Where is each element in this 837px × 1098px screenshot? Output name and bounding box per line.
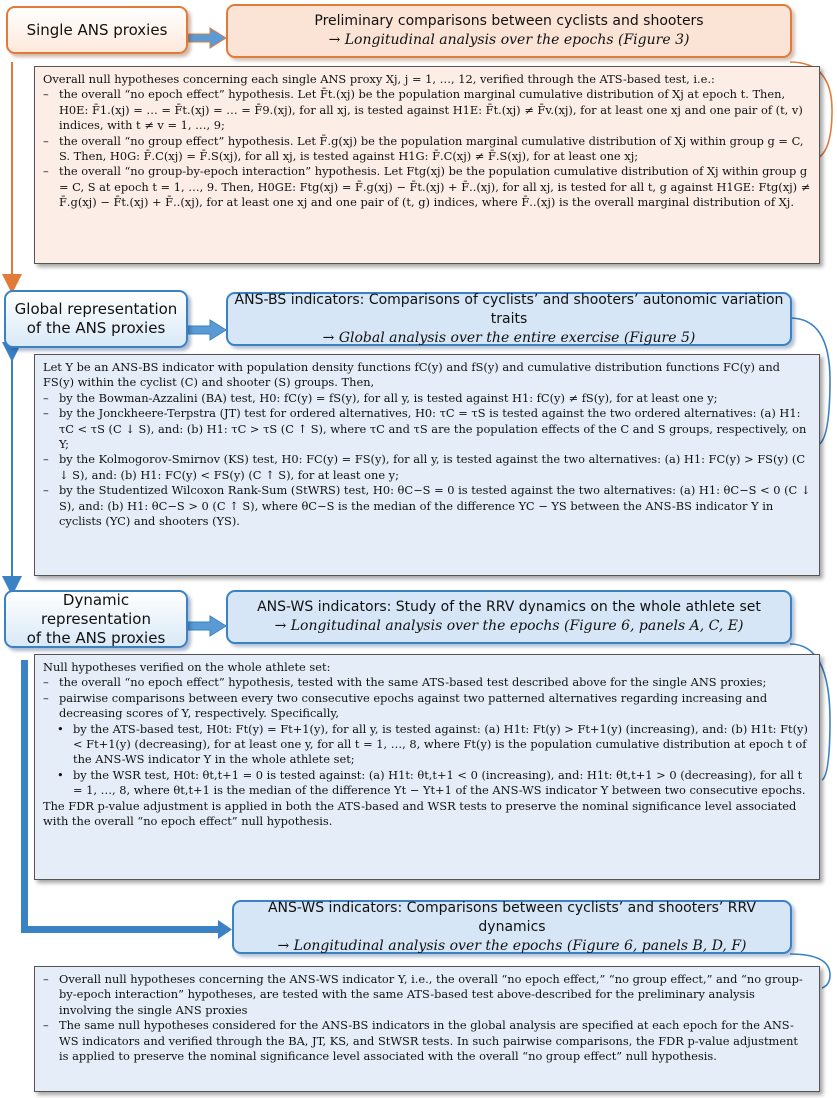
section1-header-box	[226, 4, 792, 58]
section2-header-line2: → Global analysis over the entire exercise (Figure 5)	[322, 329, 696, 346]
section1-intro: Overall null hypotheses concerning each single ANS proxy Xj, j = 1, …, 12, verified through the ATS-based test, i.e.:	[43, 72, 715, 86]
section3-title-line1: Dynamic representation	[40, 590, 151, 628]
section3-title-line2: of the ANS proxies	[26, 628, 166, 647]
section3-item: – pairwise comparisons between every two consecutive epochs against two patterned alternatives regarding increasing and decreasing scores of Y, respectively. Specifically,	[43, 690, 768, 721]
section2-intro: Let Y be an ANS-BS indicator with population density functions fC(y) and fS(y) and cumulative distribution functions FC(y) and FS(y) within the cyclist (C) and shooter (S) groups. Then,	[43, 360, 780, 390]
section1-item: – the overall “no group effect” hypothesis. Let F̄.g(xj) be the population marginal cumulative distribution of Xj within group g = C, S. Then, H0G: F̄.C(xj) = F̄.S(xj), for all xj, is tested against H1G: F̄.C(xj) ≠ F̄.S(xj), for at least one xj;	[43, 133, 804, 164]
section3-intro: Null hypotheses verified on the whole athlete set:	[43, 660, 331, 674]
section2-item: – by the Studentized Wilcoxon Rank-Sum (StWRS) test, H0: θC−S = 0 is tested against the two alternatives: (a) H1: θC−S < 0 (C ↓ S), and: (b) H1: θC−S > 0 (C ↑ S), where θC−S is the median of the difference YC − YS between the ANS-BS indicator Y in cyclists (YC) and shooters (YS).	[43, 483, 811, 529]
section2-header-box	[226, 292, 792, 346]
section3-subitem: • by the ATS-based test, H0t: Ft(y) = Ft+1(y), for all y, is tested against: (a) H1t: Ft(y) > Ft+1(y) (increasing), and: (b) H1t: Ft(y) < Ft+1(y) (decreasing), for at least one y, for all t = 1, …, 8, where Ft(y) is the population cumulative distribution at epoch t of the ANS-WS indicator Y in the whole athlete set;	[57, 721, 808, 767]
arrow-title-to-head-1	[188, 28, 226, 48]
section4-header-line2: → Longitudinal analysis over the epochs (Figure 6, panels B, D, F)	[277, 937, 747, 954]
section3-header-line2: → Longitudinal analysis over the epochs (Figure 6, panels A, C, E)	[274, 618, 744, 634]
section2-header-line1: ANS-BS indicators: Comparisons of cyclists’ and shooters’ autonomic variation traits	[234, 291, 784, 327]
section1-item: – the overall “no group-by-epoch interaction” hypothesis. Let Ftg(xj) be the population cumulative distribution of Xj within group g = C, S at epoch t = 1, …, 9. Then, H0GE: Ftg(xj) = F̄.g(xj) − F̄t.(xj) + F̄..(xj), for all xj, is tested for all t, g against H1GE: Ftg(xj) ≠ F̄.g(xj) − F̄t.(xj) + F̄..(xj), for at least one xj and one pair of (t, g) indices, where F̄..(xj) is the overall marginal distribution of Xj.	[43, 164, 811, 210]
section3-content-box	[34, 654, 820, 880]
section2-title-line1: Global representation	[14, 300, 178, 318]
section4-header-line1: ANS-WS indicators: Comparisons between cyclists’ and shooters’ RRV dynamics	[267, 899, 757, 935]
section1-title: Single ANS proxies	[26, 20, 168, 39]
section2-content-box	[34, 354, 820, 576]
section2-item: – by the Jonckheere-Terpstra (JT) test for ordered alternatives, H0: τC = τS is tested against the two ordered alternatives: (a) H1: τC < τS (C ↓ S), and: (b) H1: τC > τS (C ↑ S), where τC and τS are the population effects of the C and S groups, respectively, on Y;	[43, 406, 807, 452]
section3-footer: The FDR p-value adjustment is applied in both the ATS-based and WSR tests to preserve the nominal significance level associated with the overall “no epoch effect” null hypothesis.	[43, 798, 797, 829]
section3-title-box	[4, 590, 188, 648]
section3-header-box	[226, 590, 792, 644]
arrow-title-to-head-3	[188, 616, 226, 636]
section1-content-box	[34, 66, 820, 264]
flow-bar-3-to-4	[21, 660, 28, 930]
section2-item: – by the Kolmogorov-Smirnov (KS) test, H0: FC(y) = FS(y), for all y, is tested against the two alternatives: (a) H1: FC(y) > FS(y) (C ↓ S), and: (b) H1: FC(y) < FS(y) (C ↑ S), for at least one y;	[43, 452, 806, 482]
section2-item: – by the Bowman-Azzalini (BA) test, H0: fC(y) = fS(y), for all y, is tested against H1: fC(y) ≠ fS(y), for at least one y;	[43, 390, 718, 405]
section1-title-box	[6, 6, 188, 54]
section3-item: – the overall “no epoch effect” hypothesis, tested with the same ATS-based test described above for the single ANS proxies;	[43, 675, 767, 690]
section4-header-box	[232, 900, 792, 954]
section4-item: – Overall null hypotheses concerning the ANS-WS indicator Y, i.e., the overall “no epoch effect,” “no group effect,” and “no group-by-epoch interaction” hypotheses, are tested with the same ATS-based test above-described for the preliminary analysis involving the single ANS proxies	[43, 972, 803, 1017]
section4-content-box	[34, 966, 820, 1092]
arrow-title-to-head-2	[188, 320, 226, 340]
section3-subitem: • by the WSR test, H0t: θt,t+1 = 0 is tested against: (a) H1t: θt,t+1 < 0 (increasing), and: H1t: θt,t+1 > 0 (decreasing), for all t = 1, …, 8, where θt,t+1 is the median of the difference Yt − Yt+1 of the ANS-WS indicator Y between two consecutive epochs.	[57, 767, 806, 798]
section1-header-line2: → Longitudinal analysis over the epochs (Figure 3)	[328, 32, 690, 48]
section1-header-line1: Preliminary comparisons between cyclists and shooters	[314, 13, 704, 29]
section3-header-line1: ANS-WS indicators: Study of the RRV dynamics on the whole athlete set	[257, 599, 761, 615]
section2-title-line2: of the ANS proxies	[26, 319, 166, 337]
section1-item: – the overall “no epoch effect” hypothesis. Let F̄t.(xj) be the population marginal cumulative distribution of Xj at epoch t. Then, H0E: F̄1.(xj) = … = F̄t.(xj) = … = F̄9.(xj), for all xj, is tested against H1E: F̄t.(xj) ≠ F̄v.(xj), for at least one xj and one pair of (t, v) indices, with t ≠ v = 1, …, 9;	[43, 87, 803, 133]
section2-title-box	[4, 290, 188, 348]
section4-item: – The same null hypotheses considered for the ANS-BS indicators in the global analysis are specified at each epoch for the ANS-WS indicators and verified through the BA, JT, KS, and StWSR tests. In such pairwise comparisons, the FDR p-value adjustment is applied to preserve the nominal significance level associated with the overall “no group effect” null hypothesis.	[43, 1018, 798, 1064]
